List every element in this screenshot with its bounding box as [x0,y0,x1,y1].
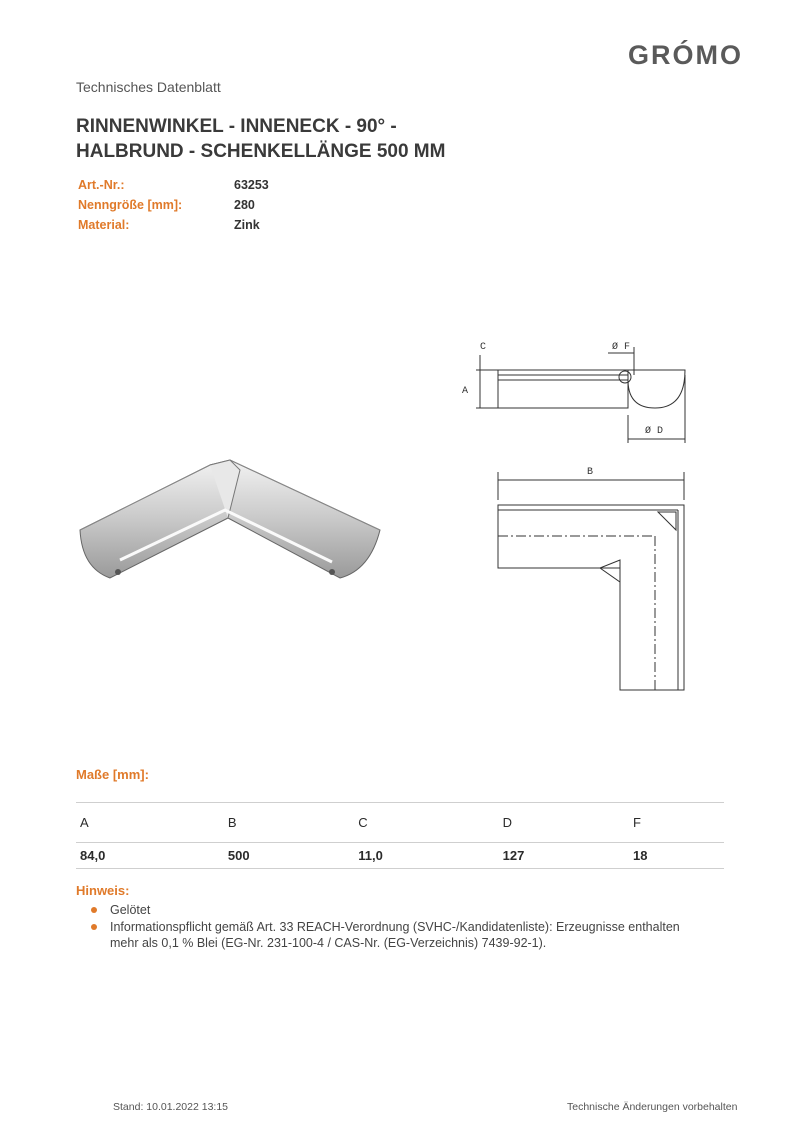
table-header: F [629,803,724,843]
table-row [76,843,724,869]
spec-row-material [78,215,269,235]
spec-value: Zink [234,218,260,232]
footer-stand: Stand: 10.01.2022 13:15 [113,1101,229,1113]
spec-value: 63253 [234,178,269,192]
table-header: A [76,803,224,843]
table-cell: 84,0 [76,843,224,869]
table-cell: 127 [499,843,629,869]
spec-label: Nenngröße [mm]: [78,198,183,212]
brand-logo: GRÓMO [628,40,743,70]
title-line-1: RINNENWINKEL - INNENECK - 90° - [76,116,397,137]
footer-disclaimer: Technische Änderungen vorbehalten [567,1101,738,1113]
table-cell: 11,0 [354,843,498,869]
table-cell: 500 [224,843,354,869]
dimensions-heading: Maße [mm]: [76,767,149,782]
notes-section [76,883,700,952]
table-header: B [224,803,354,843]
spec-label: Material: [78,218,130,232]
document-type: Technisches Datenblatt [76,79,221,95]
bullet-icon [91,924,97,930]
spec-label: Art.-Nr.: [78,178,125,192]
spec-row-size [78,195,269,215]
note-text: Gelötet [110,903,151,917]
table-header: C [354,803,498,843]
title-line-2: HALBRUND - SCHENKELLÄNGE 500 MM [76,141,446,162]
list-item [76,919,700,952]
table-header-row [76,803,724,843]
technical-drawing-top [490,460,690,695]
drawing-label-c: C [480,342,487,353]
note-text: Informationspflicht gemäß Art. 33 REACH-Verordnung (SVHC-/Kandidatenliste): Erzeugnisse enthalten mehr als 0,1 % Blei (EG-Nr. 231-100-4 / CAS-Nr. (EG-Verzeichnis) 7439-92-1). [110,919,680,950]
drawing-label-a: A [462,386,469,397]
list-item [76,902,700,919]
technical-drawing-side [450,335,700,450]
page-title [76,114,726,164]
drawing-label-b: B [587,467,594,478]
spec-value: 280 [234,198,255,212]
notes-list [76,902,700,952]
spec-list [78,175,269,235]
product-image [70,450,390,600]
drawing-label-d: Ø D [645,426,664,437]
bullet-icon [91,907,97,913]
table-header: D [499,803,629,843]
table-cell: 18 [629,843,724,869]
drawing-label-f: Ø F [612,342,631,353]
spec-row-article [78,175,269,195]
notes-heading: Hinweis: [76,883,130,898]
dimensions-table [76,802,724,869]
